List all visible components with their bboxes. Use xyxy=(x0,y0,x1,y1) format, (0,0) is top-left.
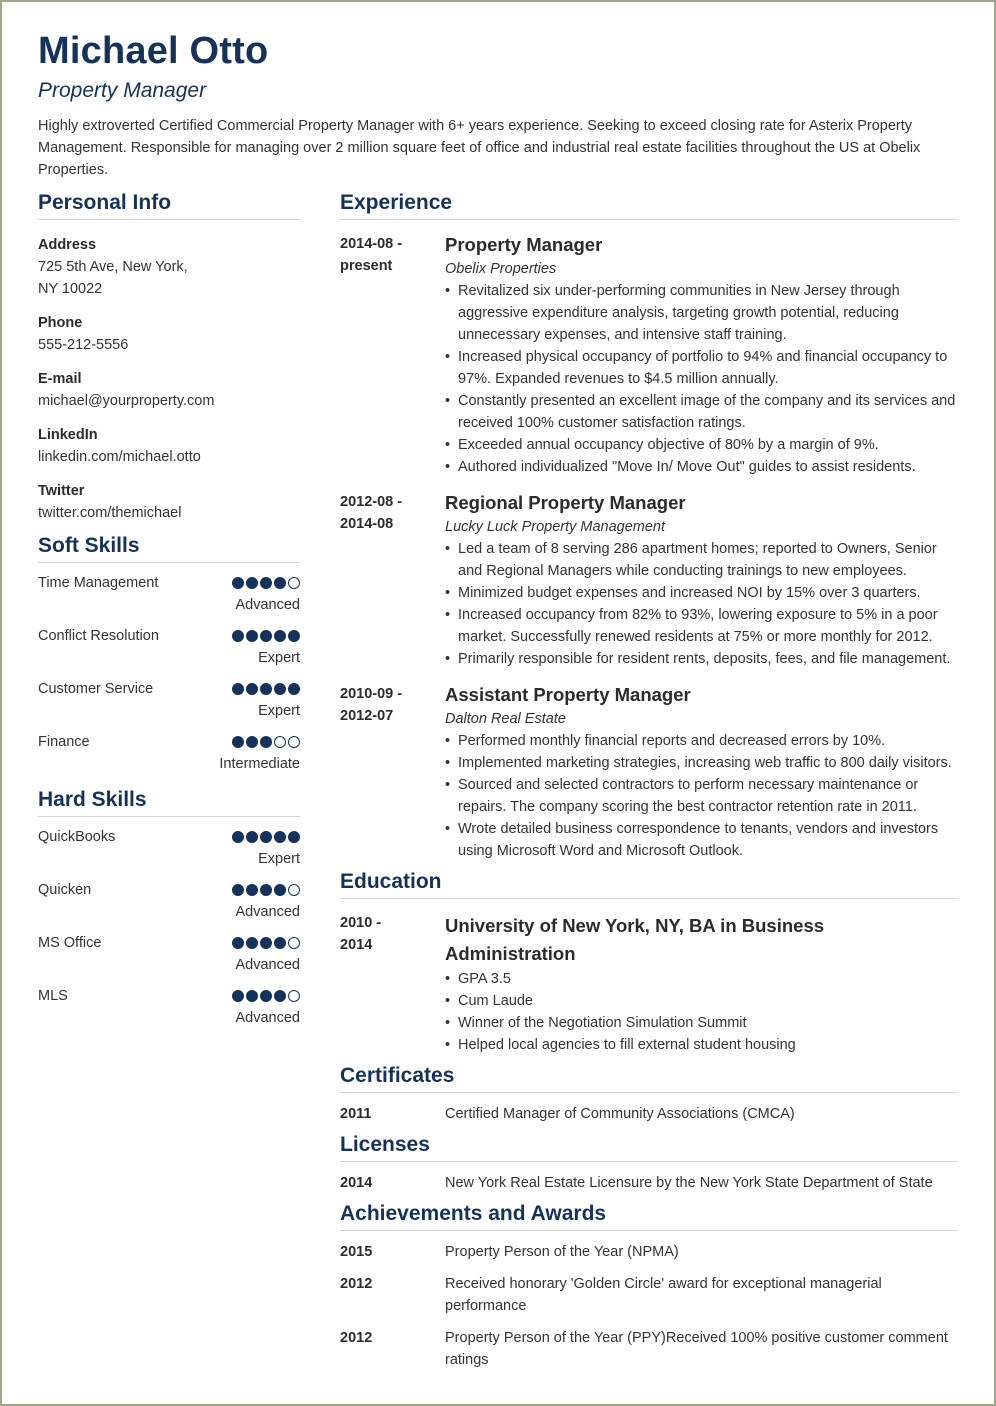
email-label: E-mail xyxy=(38,371,82,387)
filled-dot-icon xyxy=(260,630,272,642)
filled-dot-icon xyxy=(260,990,272,1002)
experience-entry xyxy=(340,683,958,862)
bullet-item: • Sourced and selected contractors to perform necessary maintenance or repairs. The company scoring the best contractor retention rate in 2011. xyxy=(458,774,958,818)
skill-name: QuickBooks xyxy=(38,829,116,845)
license-row xyxy=(340,1172,958,1194)
filled-dot-icon xyxy=(274,884,286,896)
date-start: 2010-09 - xyxy=(340,686,403,702)
filled-dot-icon xyxy=(246,831,258,843)
skill-level: Intermediate xyxy=(219,756,300,772)
skill-row xyxy=(38,678,300,731)
education-degree: University of New York, NY, BA in Business Administration xyxy=(445,915,825,964)
twitter-value[interactable]: twitter.com/themichael xyxy=(38,505,182,521)
filled-dot-icon xyxy=(274,577,286,589)
empty-dot-icon xyxy=(288,937,300,949)
twitter-label: Twitter xyxy=(38,483,85,499)
experience-body xyxy=(445,233,958,478)
email-value[interactable]: michael@yourproperty.com xyxy=(38,393,215,409)
bullet-item: • Winner of the Negotiation Simulation Summit xyxy=(458,1012,958,1034)
experience-entry xyxy=(340,233,958,478)
skill-rating xyxy=(219,731,300,784)
experience-heading: Experience xyxy=(340,190,958,220)
phone-label: Phone xyxy=(38,315,83,331)
item-text: Property Person of the Year (PPY)Received 100% positive customer comment ratings xyxy=(445,1330,948,1368)
certificates-heading: Certificates xyxy=(340,1063,958,1093)
hard-skills-list xyxy=(38,826,300,1038)
bullet-item: • Increased occupancy from 82% to 93%, lowering exposure to 5% in a poor market. Successfully renewed residents at 75% or more monthly for 2012. xyxy=(458,604,958,648)
item-text: Received honorary 'Golden Circle' award for exceptional managerial performance xyxy=(445,1276,882,1314)
experience-date xyxy=(340,683,445,862)
filled-dot-icon xyxy=(274,990,286,1002)
skill-row xyxy=(38,826,300,879)
resume-header xyxy=(38,28,958,181)
certificate-row xyxy=(340,1103,958,1125)
skill-row xyxy=(38,879,300,932)
education-date-end: 2014 xyxy=(340,937,373,953)
filled-dot-icon xyxy=(288,683,300,695)
date-end: 2012-07 xyxy=(340,708,394,724)
date-end: present xyxy=(340,258,393,274)
skill-row xyxy=(38,625,300,678)
date-end: 2014-08 xyxy=(340,516,394,532)
empty-dot-icon xyxy=(288,990,300,1002)
education-date-start: 2010 - xyxy=(340,915,382,931)
education-heading: Education xyxy=(340,869,958,899)
company-name: Dalton Real Estate xyxy=(445,711,566,727)
award-row xyxy=(340,1241,958,1263)
bullet-item: • GPA 3.5 xyxy=(458,968,958,990)
skill-level: Advanced xyxy=(235,1010,300,1026)
skill-rating xyxy=(232,678,300,731)
job-title: Assistant Property Manager xyxy=(445,684,691,705)
bullet-item: • Revitalized six under-performing communities in New Jersey through aggressive expenditure analysis, targeting growth potential, reducing unnecessary expenses, and intensive staff training. xyxy=(458,280,958,346)
filled-dot-icon xyxy=(232,937,244,949)
filled-dot-icon xyxy=(260,736,272,748)
filled-dot-icon xyxy=(232,831,244,843)
bullet-item: • Exceeded annual occupancy objective of 80% by a margin of 9%. xyxy=(458,434,958,456)
bullet-item: • Cum Laude xyxy=(458,990,958,1012)
skill-rating xyxy=(232,985,300,1038)
awards-list xyxy=(340,1241,958,1371)
job-bullets xyxy=(445,280,958,478)
soft-skills-heading: Soft Skills xyxy=(38,533,300,563)
bullet-item: • Implemented marketing strategies, increasing web traffic to 800 daily visitors. xyxy=(458,752,958,774)
year: 2015 xyxy=(340,1244,373,1260)
skill-name: MLS xyxy=(38,988,68,1004)
experience-body xyxy=(445,491,958,670)
address-line-1: 725 5th Ave, New York, xyxy=(38,259,188,275)
skill-dots xyxy=(232,985,300,1007)
bullet-item: • Constantly presented an excellent image of the company and its services and received 100% customer satisfaction ratings. xyxy=(458,390,958,434)
company-name: Obelix Properties xyxy=(445,261,557,277)
bullet-item: • Authored individualized "Move In/ Move Out" guides to assist residents. xyxy=(458,456,958,478)
skill-dots xyxy=(232,572,300,594)
personal-info-heading: Personal Info xyxy=(38,190,300,220)
skill-rating xyxy=(232,879,300,932)
right-column xyxy=(340,190,958,1371)
address-label: Address xyxy=(38,237,97,253)
skill-dots xyxy=(232,879,300,901)
candidate-name: Michael Otto xyxy=(38,30,269,72)
experience-entry xyxy=(340,491,958,670)
skill-row xyxy=(38,572,300,625)
item-text: Property Person of the Year (NPMA) xyxy=(445,1244,679,1260)
filled-dot-icon xyxy=(246,683,258,695)
year: 2011 xyxy=(340,1106,372,1122)
soft-skills-list xyxy=(38,572,300,784)
filled-dot-icon xyxy=(274,630,286,642)
filled-dot-icon xyxy=(260,683,272,695)
filled-dot-icon xyxy=(232,683,244,695)
year: 2012 xyxy=(340,1330,373,1346)
licenses-list xyxy=(340,1172,958,1194)
skill-rating xyxy=(232,572,300,625)
education-date xyxy=(340,912,445,1056)
skill-name: Conflict Resolution xyxy=(38,628,159,644)
experience-date xyxy=(340,233,445,478)
filled-dot-icon xyxy=(232,884,244,896)
candidate-title: Property Manager xyxy=(38,79,207,102)
experience-body xyxy=(445,683,958,862)
company-name: Lucky Luck Property Management xyxy=(445,519,666,535)
filled-dot-icon xyxy=(232,630,244,642)
experience-list xyxy=(340,233,958,862)
award-row xyxy=(340,1273,958,1317)
item-text: Certified Manager of Community Associations (CMCA) xyxy=(445,1106,795,1122)
skill-name: Finance xyxy=(38,734,90,750)
profile-summary: Highly extroverted Certified Commercial Property Manager with 6+ years experience. Seeking to exceed closing rate for Asterix Property Management. Responsible for managing over 2 million square feet of office and industrial real estate facilities throughout the US at Obelix Properties. xyxy=(38,118,921,178)
filled-dot-icon xyxy=(246,577,258,589)
skill-name: Quicken xyxy=(38,882,92,898)
left-column xyxy=(38,190,300,1038)
education-entry xyxy=(340,912,958,1056)
skill-rating xyxy=(232,932,300,985)
skill-rating xyxy=(232,625,300,678)
filled-dot-icon xyxy=(288,630,300,642)
skill-row xyxy=(38,731,300,784)
skill-rating xyxy=(232,826,300,879)
bullet-item: • Helped local agencies to fill external student housing xyxy=(458,1034,958,1056)
filled-dot-icon xyxy=(260,577,272,589)
item-text: New York Real Estate Licensure by the New York State Department of State xyxy=(445,1175,933,1191)
job-bullets xyxy=(445,538,958,670)
filled-dot-icon xyxy=(246,630,258,642)
filled-dot-icon xyxy=(260,831,272,843)
award-row xyxy=(340,1327,958,1371)
filled-dot-icon xyxy=(274,831,286,843)
address-line-2: NY 10022 xyxy=(38,281,103,297)
skill-name: MS Office xyxy=(38,935,102,951)
bullet-item: • Primarily responsible for resident rents, deposits, fees, and file management. xyxy=(458,648,958,670)
empty-dot-icon xyxy=(288,577,300,589)
empty-dot-icon xyxy=(288,884,300,896)
filled-dot-icon xyxy=(232,577,244,589)
date-start: 2012-08 - xyxy=(340,494,403,510)
education-bullets xyxy=(445,968,958,1056)
bullet-item: • Performed monthly financial reports and decreased errors by 10%. xyxy=(458,730,958,752)
job-title: Regional Property Manager xyxy=(445,492,686,513)
skill-level: Advanced xyxy=(235,904,300,920)
bullet-item: • Minimized budget expenses and increased NOI by 15% over 3 quarters. xyxy=(458,582,958,604)
skill-name: Customer Service xyxy=(38,681,154,697)
certificates-list xyxy=(340,1103,958,1125)
filled-dot-icon xyxy=(274,683,286,695)
licenses-heading: Licenses xyxy=(340,1132,958,1162)
skill-row xyxy=(38,932,300,985)
skill-level: Expert xyxy=(258,703,300,719)
skill-level: Expert xyxy=(258,650,300,666)
bullet-item: • Led a team of 8 serving 286 apartment homes; reported to Owners, Senior and Regional Managers while conducting trainings to new employees. xyxy=(458,538,958,582)
filled-dot-icon xyxy=(246,736,258,748)
skill-level: Expert xyxy=(258,851,300,867)
skill-dots xyxy=(232,932,300,954)
year: 2014 xyxy=(340,1175,373,1191)
filled-dot-icon xyxy=(288,831,300,843)
filled-dot-icon xyxy=(232,990,244,1002)
phone-value: 555-212-5556 xyxy=(38,337,129,353)
linkedin-value[interactable]: linkedin.com/michael.otto xyxy=(38,449,201,465)
experience-date xyxy=(340,491,445,670)
awards-heading: Achievements and Awards xyxy=(340,1201,958,1231)
bullet-item: • Increased physical occupancy of portfolio to 94% and financial occupancy to 97%. Expanded revenues to $4.5 million annually. xyxy=(458,346,958,390)
education-body xyxy=(445,912,958,1056)
job-bullets xyxy=(445,730,958,862)
filled-dot-icon xyxy=(260,937,272,949)
filled-dot-icon xyxy=(232,736,244,748)
skill-dots xyxy=(232,678,300,700)
linkedin-label: LinkedIn xyxy=(38,427,98,443)
filled-dot-icon xyxy=(246,990,258,1002)
skill-row xyxy=(38,985,300,1038)
skill-level: Advanced xyxy=(235,597,300,613)
bullet-item: • Wrote detailed business correspondence to tenants, vendors and investors using Microsoft Word and Microsoft Outlook. xyxy=(458,818,958,862)
filled-dot-icon xyxy=(246,884,258,896)
skill-dots xyxy=(219,731,300,753)
hard-skills-heading: Hard Skills xyxy=(38,787,300,817)
empty-dot-icon xyxy=(288,736,300,748)
job-title: Property Manager xyxy=(445,234,603,255)
year: 2012 xyxy=(340,1276,373,1292)
skill-dots xyxy=(232,625,300,647)
skill-name: Time Management xyxy=(38,575,159,591)
empty-dot-icon xyxy=(274,736,286,748)
filled-dot-icon xyxy=(260,884,272,896)
filled-dot-icon xyxy=(274,937,286,949)
skill-level: Advanced xyxy=(235,957,300,973)
skill-dots xyxy=(232,826,300,848)
filled-dot-icon xyxy=(246,937,258,949)
date-start: 2014-08 - xyxy=(340,236,403,252)
